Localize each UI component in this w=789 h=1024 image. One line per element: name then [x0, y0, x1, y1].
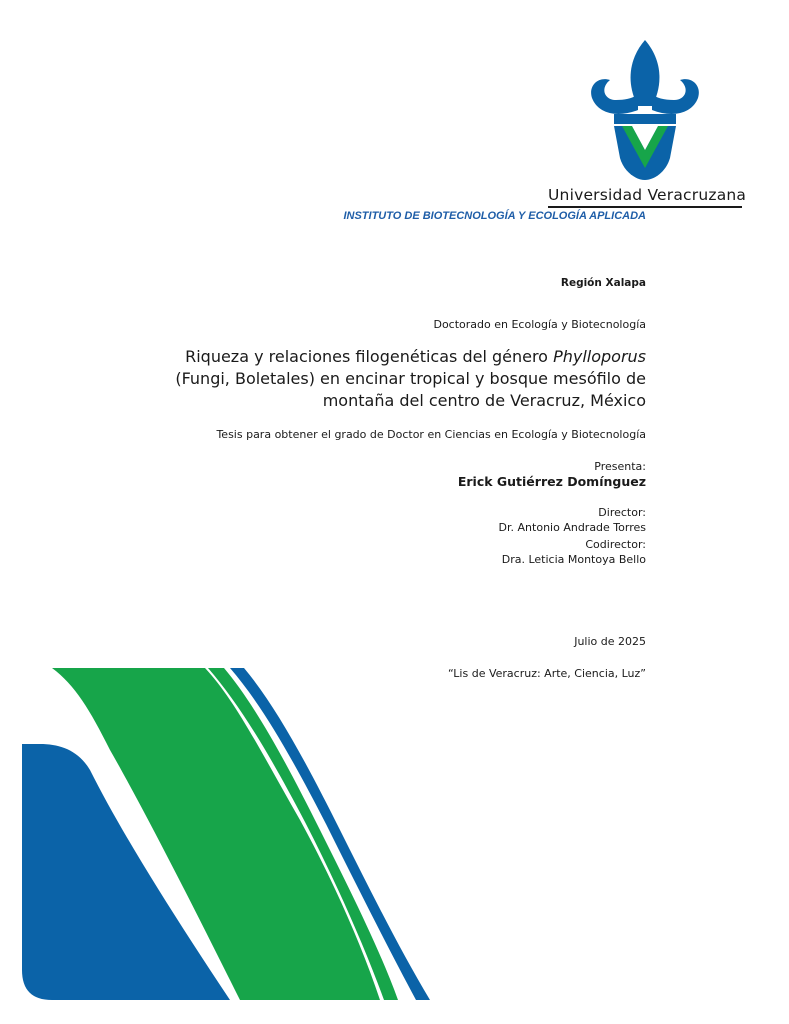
thesis-title	[175, 346, 646, 412]
region: Región Xalapa	[560, 277, 646, 289]
director-name: Dr. Antonio Andrade Torres	[498, 521, 646, 534]
degree-statement: Tesis para obtener el grado de Doctor en Ciencias en Ecología y Biotecnología	[216, 428, 646, 441]
presenta-label: Presenta:	[594, 460, 646, 473]
title-line-3: montaña del centro de Veracruz, México	[322, 391, 646, 410]
program: Doctorado en Ecología y Biotecnología	[433, 318, 646, 331]
decorative-bands	[0, 660, 440, 1010]
university-name: Universidad Veracruzana	[548, 186, 747, 204]
codirector-name: Dra. Leticia Montoya Bello	[501, 553, 646, 566]
institute-name: INSTITUTO DE BIOTECNOLOGÍA Y ECOLOGÍA APLICADA	[343, 210, 646, 222]
motto: “Lis de Veracruz: Arte, Ciencia, Luz”	[447, 667, 646, 680]
codirector-label: Codirector:	[585, 538, 646, 551]
title-line-1	[175, 346, 646, 368]
date: Julio de 2025	[574, 635, 646, 648]
fleur-de-lis-v-logo-icon	[591, 40, 699, 180]
director-label: Director:	[598, 506, 646, 519]
header-divider	[548, 206, 742, 208]
university-logo	[588, 40, 702, 180]
title-line-2: (Fungi, Boletales) en encinar tropical y bosque mesófilo de	[175, 369, 646, 388]
author-name: Erick Gutiérrez Domínguez	[457, 474, 646, 489]
title-prefix: Riqueza y relaciones filogenéticas del género	[185, 347, 554, 366]
title-genus: Phylloporus	[553, 347, 646, 366]
